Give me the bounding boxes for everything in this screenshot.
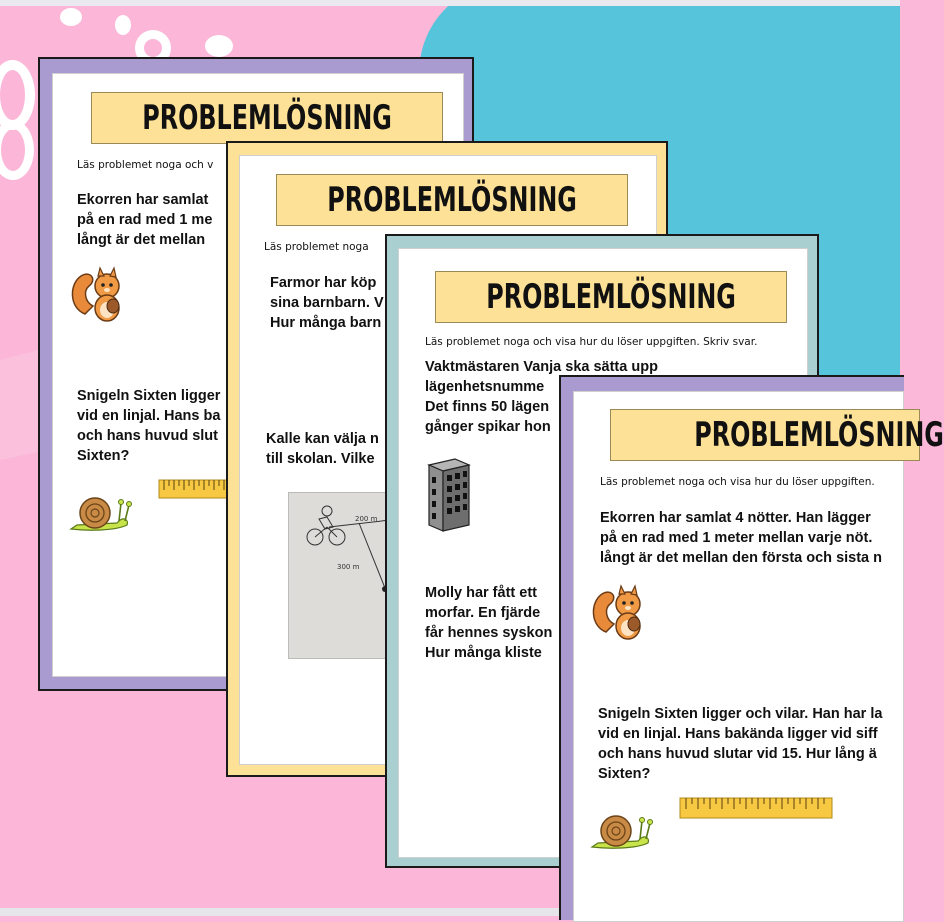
text-line: långt är det mellan: [77, 232, 206, 248]
decor-dot: [60, 8, 82, 26]
worksheet-1-instruction: Läs problemet noga och v: [77, 159, 214, 171]
title-text: PROBLEMLÖSNING: [142, 98, 392, 138]
text-line: Molly har fått ett: [425, 585, 537, 601]
worksheet-2-problem-2: [266, 429, 379, 469]
text-line: Sixten?: [77, 448, 130, 464]
text-line: Det finns 50 lägen: [425, 399, 550, 415]
top-strip: [0, 0, 900, 6]
ruler-icon: [680, 796, 832, 820]
worksheet-1-problem-2: [77, 386, 220, 466]
text-line: Vaktmästaren Vanja ska sätta upp: [425, 359, 658, 375]
map-label-200: 200 m: [355, 515, 378, 523]
snail-icon: [67, 489, 133, 535]
title-text: PROBLEMLÖSNING: [486, 277, 736, 317]
squirrel-icon: [588, 582, 652, 644]
text-line: Ekorren har samlat 4 nötter. Han lägger: [600, 510, 871, 526]
worksheet-1-title: [91, 92, 443, 144]
worksheet-4-problem-2: [598, 704, 882, 784]
worksheet-2-instruction: Läs problemet noga: [264, 241, 369, 253]
text-line: och hans huvud slutar vid 15. Hur lång ä: [598, 746, 877, 762]
text-line: på en rad med 1 meter mellan varje nöt.: [600, 530, 873, 546]
snail-icon: [588, 807, 654, 853]
text-line: och hans huvud slut: [77, 428, 218, 444]
worksheet-4-problem-1: [600, 508, 882, 568]
text-line: morfar. En fjärde: [425, 605, 541, 621]
text-line: får hennes syskon: [425, 625, 553, 641]
decor-dot: [205, 35, 233, 57]
text-line: lägenhetsnumme: [425, 379, 545, 395]
worksheet-4: [559, 375, 944, 920]
text-line: sina barnbarn. V: [270, 295, 384, 311]
text-line: Hur många kliste: [425, 645, 542, 661]
text-line: Farmor har köp: [270, 275, 377, 291]
worksheet-2-problem-1: [270, 273, 384, 333]
worksheet-3-title: [435, 271, 787, 323]
title-text: PROBLEMLÖSNING: [327, 180, 577, 220]
text-line: till skolan. Vilke: [266, 451, 375, 467]
text-line: vid en linjal. Hans ba: [77, 408, 221, 424]
map-photo: [288, 492, 400, 659]
text-line: Kalle kan välja n: [266, 431, 379, 447]
worksheet-1-problem-1: [77, 190, 212, 250]
text-line: Hur många barn: [270, 315, 382, 331]
building-icon: [425, 455, 473, 533]
text-line: vid en linjal. Hans bakända ligger vid siff: [598, 726, 878, 742]
map-label-300: 300 m: [337, 563, 360, 571]
text-line: Snigeln Sixten ligger: [77, 388, 221, 404]
bike-route-drawing: [289, 493, 399, 658]
worksheet-2-title: [276, 174, 628, 226]
worksheet-4-page: [573, 391, 944, 922]
text-line: gånger spikar hon: [425, 419, 551, 435]
text-line: Ekorren har samlat: [77, 192, 209, 208]
text-line: Sixten?: [598, 766, 651, 782]
title-text: PROBLEMLÖSNING: [694, 415, 944, 455]
text-line: långt är det mellan den första och sista n: [600, 550, 883, 566]
squirrel-icon: [67, 264, 131, 326]
text-line: Snigeln Sixten ligger och vilar. Han har la: [598, 706, 883, 722]
worksheet-3-problem-2: [425, 583, 552, 663]
worksheet-3-instruction: Läs problemet noga och visa hur du löser uppgiften. Skriv svar.: [425, 336, 758, 348]
decor-dot: [115, 15, 131, 35]
text-line: på en rad med 1 me: [77, 212, 213, 228]
worksheet-4-title: [610, 409, 944, 461]
worksheet-4-instruction: Läs problemet noga och visa hur du löser uppgiften.: [600, 476, 875, 488]
